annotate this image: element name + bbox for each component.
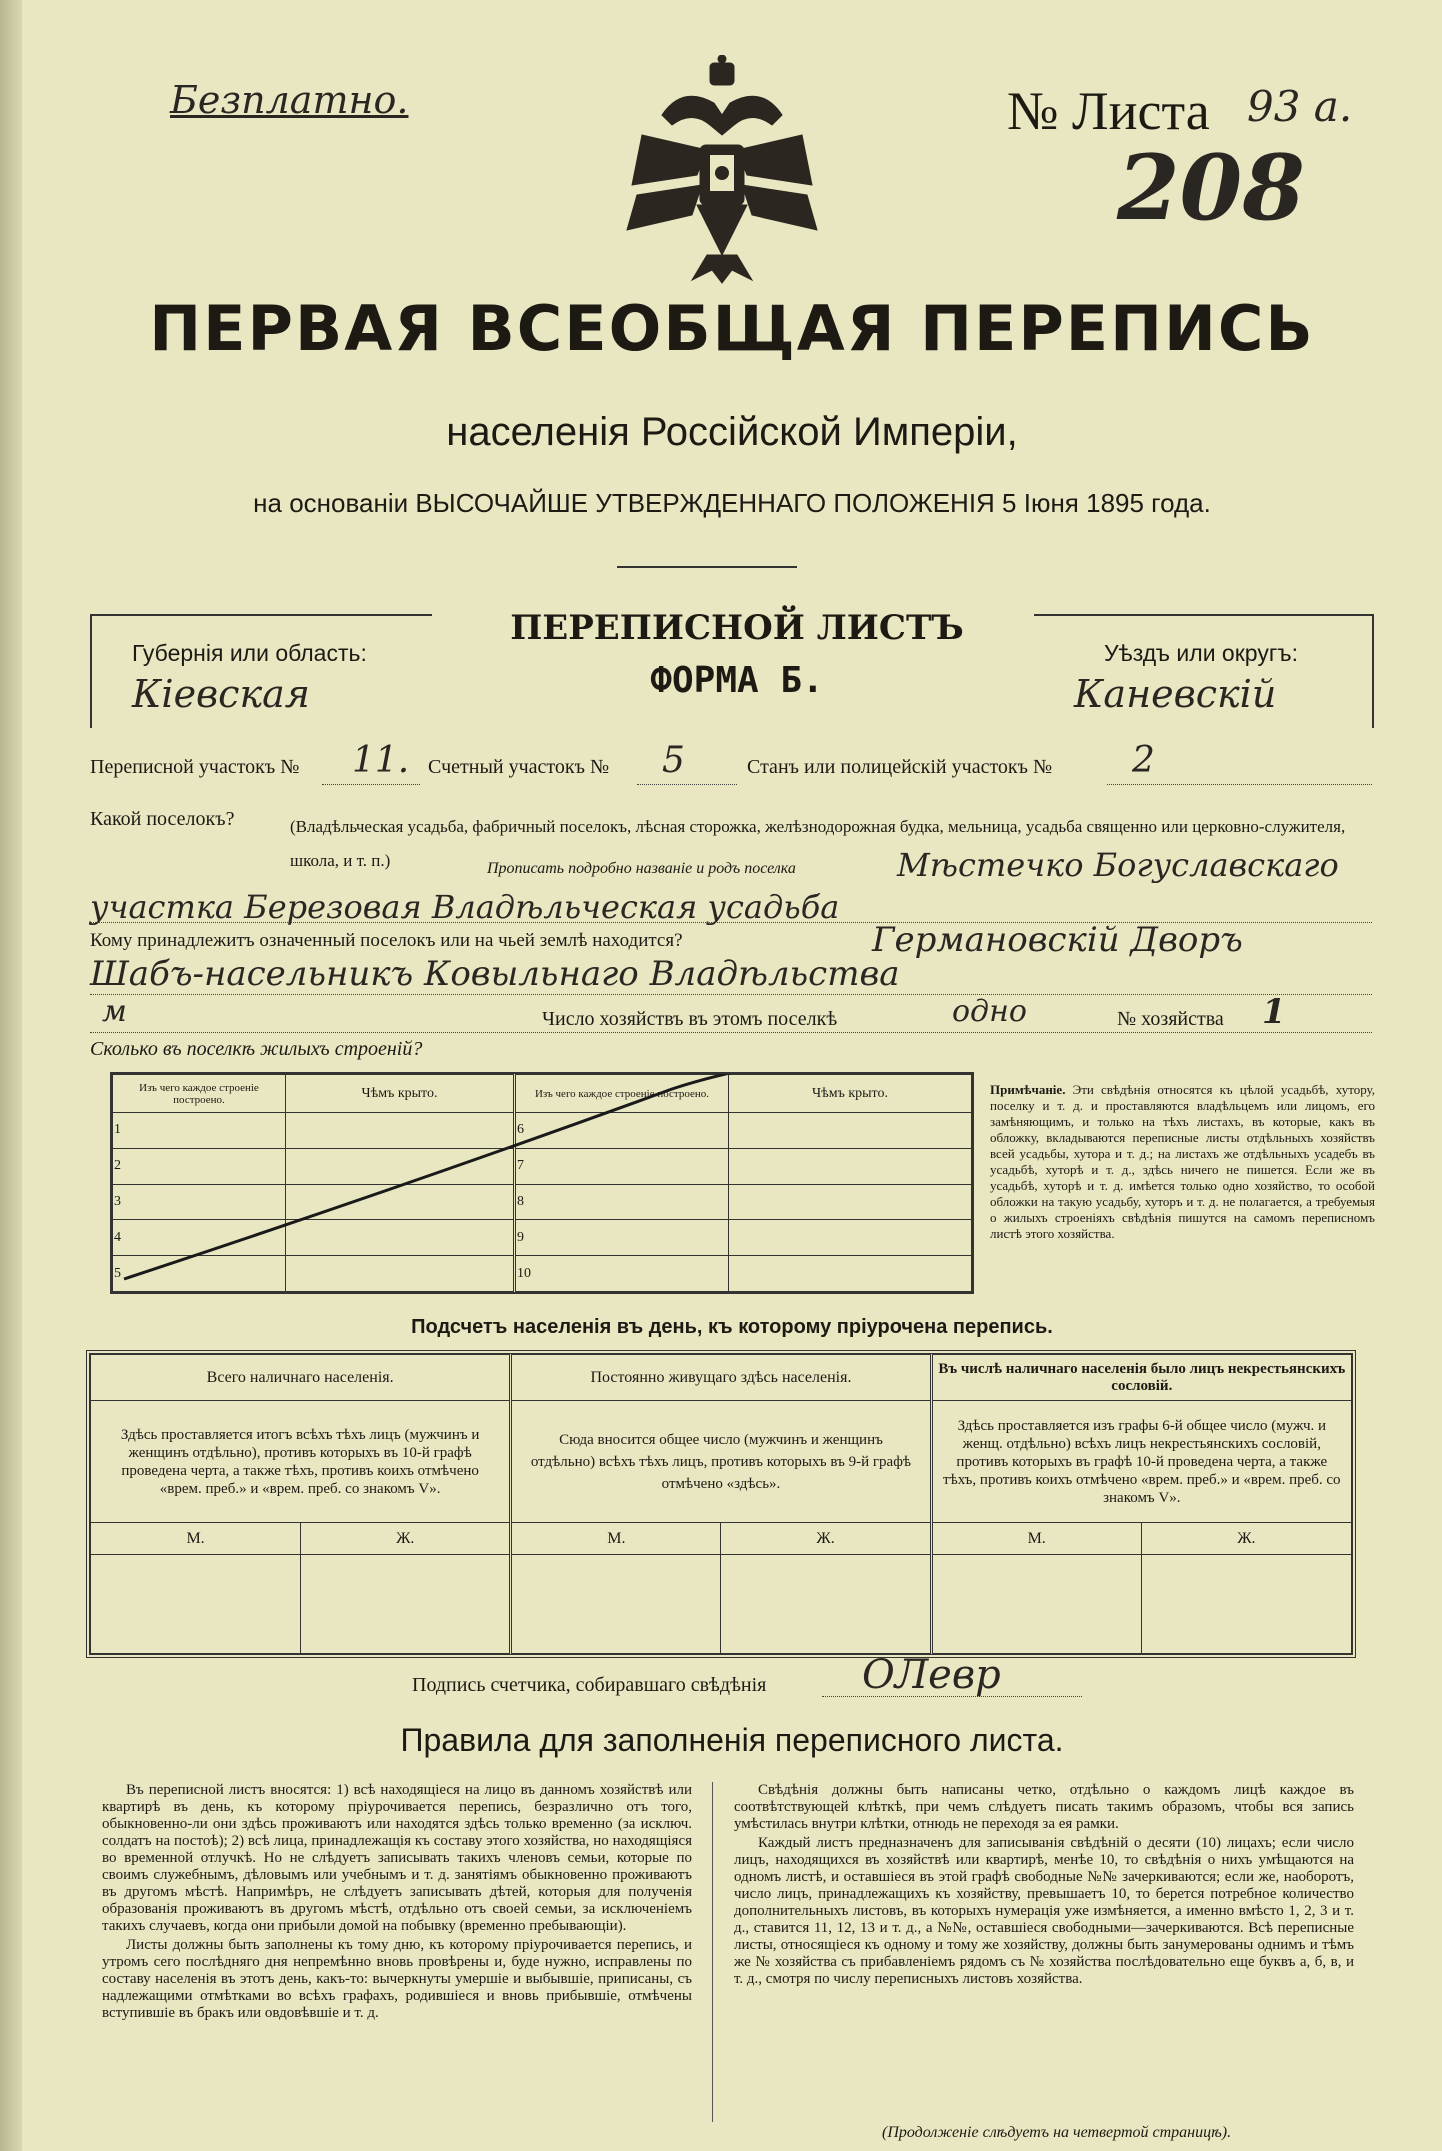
- col-roof-left: Чѣмъ крыто.: [286, 1075, 515, 1113]
- signature-label: Подпись счетчика, собиравшаго свѣдѣнія: [412, 1674, 767, 1696]
- row-number: 6: [515, 1113, 729, 1149]
- col-present-text: Здѣсь проставляется итогъ всѣхъ тѣхъ лицъ (мужчинъ и женщинъ отдѣльно), противъ которыхъ въ 10-й графѣ проведена черта, а также тѣхъ, противъ коихъ отмѣчено «врем. преб.» и «врем. преб. со знакомъ V».: [91, 1401, 511, 1523]
- row-number: 1: [113, 1113, 286, 1149]
- female-header: Ж.: [1141, 1523, 1351, 1555]
- perepis-uchastok-value: 11.: [352, 740, 410, 781]
- census-sheet: [22, 0, 1442, 2151]
- schetny-uchastok-label: Счетный участокъ №: [428, 756, 610, 778]
- imperial-eagle-emblem: [622, 55, 822, 285]
- female-header: Ж.: [721, 1523, 931, 1555]
- rules-right-column: [734, 1782, 1354, 1990]
- note-block: [990, 1082, 1375, 1242]
- poselok-instruction: Прописать подробно названіе и родъ поселка: [487, 860, 796, 877]
- male-header: М.: [511, 1523, 721, 1555]
- owner-value-line-2: Шабъ-насельникъ Ковыльнаго Владѣльства: [90, 954, 900, 994]
- household-number-label: № хозяйства: [1117, 1008, 1224, 1030]
- schetny-uchastok-value: 5: [662, 740, 685, 781]
- continued-note: (Продолженіе слѣдуетъ на четвертой страницѣ).: [882, 2124, 1232, 2141]
- uezd-box: [1034, 614, 1374, 728]
- stan-label: Станъ или полицейскій участокъ №: [747, 756, 1053, 778]
- perepis-uchastok-label: Переписной участокъ №: [90, 756, 300, 778]
- poselok-label: Какой поселокъ?: [90, 808, 235, 830]
- buildings-table: [110, 1072, 974, 1294]
- dotted-line: [1107, 784, 1372, 785]
- strike-through-line: [112, 1074, 972, 1292]
- households-label: Число хозяйствъ въ этомъ поселкѣ: [542, 1008, 838, 1030]
- form-number: ФОРМА Б.: [650, 660, 824, 701]
- poselok-hint: (Владѣльческая усадьба, фабричный поселокъ, лѣсная сторожка, желѣзнодорожная будка, мельница, усадьба священно или церковно-служителя, школа, и т. п.): [290, 817, 1346, 870]
- column-divider: [712, 1782, 713, 2122]
- sheet-number-label: № Листа: [1007, 81, 1210, 141]
- buildings-label: Сколько въ поселкѣ жилыхъ строеній?: [90, 1038, 423, 1060]
- male-header: М.: [91, 1523, 301, 1555]
- free-label: Безплатно.: [170, 78, 409, 122]
- owner-label: Кому принадлежитъ означенный поселокъ или на чьей землѣ находится?: [90, 930, 683, 951]
- row-number: 8: [515, 1184, 729, 1220]
- gubernia-box: [90, 614, 432, 728]
- female-count-cell: [1141, 1555, 1351, 1654]
- dotted-line: [322, 784, 420, 785]
- male-count-cell: [91, 1555, 301, 1654]
- col-present-title: Всего наличнаго населенія.: [91, 1355, 511, 1401]
- male-count-cell: [511, 1555, 721, 1654]
- female-header: Ж.: [301, 1523, 511, 1555]
- male-header: М.: [931, 1523, 1141, 1555]
- household-number-value: 1: [1262, 992, 1286, 1032]
- households-value: одно: [952, 994, 1027, 1029]
- signature-value: ОЛевр: [862, 1652, 1001, 1698]
- rules-paragraph: Свѣдѣнія должны быть написаны четко, отдѣльно о каждомъ лицѣ каждое въ соотвѣтствующей клѣткѣ, при чемъ слѣдуетъ писать такимъ образомъ, чтобы вся запись умѣстилась внутри клѣтки, отнюдь не переходя за ея рамки.: [734, 1782, 1354, 1832]
- rules-paragraph: Листы должны быть заполнены къ тому дню, къ которому пріурочивается перепись, и утромъ сего послѣдняго дня непремѣнно вновь провѣрены и, буде нужно, исправлены по составу населенія въ этотъ день, какъ-то: вычеркнуты умершіе и выбывшіе, приписаны, съ надлежащими отмѣтками во всѣхъ графахъ, родившіеся и вновь прибывшіе, отмѣчены вступившіе въ бракъ или овдовѣвшіе и т. д.: [102, 1937, 692, 2021]
- note-label: Примѣчаніе.: [990, 1082, 1066, 1097]
- uezd-label: Уѣздъ или округъ:: [1104, 640, 1298, 666]
- rules-paragraph: Въ переписной листъ вносятся: 1) всѣ находящіеся на лицо въ данномъ хозяйствѣ или квартирѣ въ день, къ которому пріурочивается перепись, безразлично отъ того, обыкновенно-ли они здѣсь проживаютъ или находятся здѣсь только временно (за исключ. солдатъ на постоѣ); 2) всѣ лица, принадлежащія къ составу этого хозяйства, но находящіяся во временной отлучкѣ. Но не слѣдуетъ записывать такихъ членовъ семьи, которые по своимъ служебнымъ, дѣловымъ или учебнымъ и т. д. занятіямъ обыкновенно проживаютъ въ другомъ мѣстѣ. Напримѣръ, не слѣдуетъ записывать дѣтей, которыя для полученія образованія проживаютъ въ другомъ мѣстѣ, отдѣльно отъ своей семьи, за исключеніемъ такихъ случаевъ, когда они прибыли домой на побывку (временно пребывающіи).: [102, 1782, 692, 1934]
- row-number: 10: [515, 1256, 729, 1292]
- count-heading: Подсчетъ населенія въ день, къ которому пріурочена перепись.: [411, 1316, 1053, 1338]
- page-edge: [0, 0, 22, 2151]
- male-count-cell: [931, 1555, 1141, 1654]
- rules-left-column: [102, 1782, 692, 2024]
- rules-paragraph: Каждый листъ предназначенъ для записыванія свѣдѣній о десяти (10) лицахъ; если число лицъ, находящихся въ хозяйствѣ или квартирѣ, менѣе 10, то свѣдѣнія о нихъ умѣщаются на одномъ листѣ, и оставшіеся въ этой графѣ свободные №№ зачеркиваются; если же, наоборотъ, число лицъ, принадлежащихъ къ хозяйству, превышаетъ 10, то берется потребное количество дополнительныхъ листовъ, въ которыхъ нумерація уже измѣняется, а именно вмѣсто 1, 2, 3 и т. д., ставится 11, 12, 13 и т. д., а №№, оставшіеся свободными—зачеркиваются. Всѣ переписные листы, относящіеся къ одному и тому же хозяйству, должны быть занумерованы однимъ и тѣмъ же № хозяйства съ прибавленіемъ рядомъ съ № хозяйства послѣдовательно еще буквъ а, б, в, и т. д., смотря по числу переписныхъ листовъ хозяйства.: [734, 1835, 1354, 1987]
- row-number: 7: [515, 1148, 729, 1184]
- legal-basis: на основаніи ВЫСОЧАЙШЕ УТВЕРЖДЕННАГО ПОЛОЖЕНІЯ 5 Іюня 1895 года.: [253, 488, 1211, 518]
- uezd-value: Каневскій: [1074, 672, 1277, 716]
- dotted-line: [90, 1032, 1372, 1033]
- row-number: 9: [515, 1220, 729, 1256]
- dotted-line: [90, 994, 1372, 995]
- female-count-cell: [721, 1555, 931, 1654]
- gubernia-value: Кіевская: [132, 672, 310, 716]
- row-number: 2: [113, 1148, 286, 1184]
- divider: [617, 566, 797, 568]
- owner-value-line-1: Германовскій Дворъ: [872, 920, 1243, 960]
- owner-value-line-3: м: [102, 994, 127, 1029]
- rules-heading: Правила для заполненія переписного листа.: [400, 1722, 1064, 1758]
- page-title: ПЕРВАЯ ВСЕОБЩАЯ ПЕРЕПИСЬ: [149, 292, 1315, 365]
- poselok-value-line-1: Мѣстечко Богуславскаго: [897, 846, 1339, 884]
- col-non-peasant-text: Здѣсь проставляется изъ графы 6-й общее число (мужч. и женщ. отдѣльно) всѣхъ лицъ некрестьянскихъ сословій, противъ которыхъ въ графѣ 10-й проведена черта, а также тѣхъ, противъ коихъ отмѣчено «врем. преб.» и «врем. преб. со знакомъ V».: [931, 1401, 1351, 1523]
- row-number: 3: [113, 1184, 286, 1220]
- note-text: Эти свѣдѣнія относятся къ цѣлой усадьбѣ, хутору, поселку и т. д. и проставляются владѣльцемъ или лицомъ, его замѣняющимъ, и только на тѣхъ листахъ, въ которые, какъ въ обложку, вкладываются переписные листы отдѣльныхъ хозяйствъ всей усадьбы, хутора и т. д.; на листахъ же отдѣльныхъ усадебъ въ усадьбѣ, хуторѣ и т. д., здѣсь ничего не пишется. Если же въ усадьбѣ, хуторѣ и т. д. имѣется только одно хозяйство, то особой обложки на такую усадьбу, хуторъ и т. д. не полагается, а требуемыя о жилыхъ строеніяхъ свѣдѣнія пишутся на самомъ переписномъ листѣ этого хозяйства.: [990, 1082, 1375, 1241]
- poselok-value-line-2: участка Березовая Владѣльческая усадьба: [90, 888, 840, 926]
- sheet-number-hand: 208: [1117, 135, 1305, 241]
- gubernia-label: Губернія или область:: [132, 640, 367, 666]
- col-non-peasant-title: Въ числѣ наличнаго населенія было лицъ некрестьянскихъ сословій.: [931, 1355, 1351, 1401]
- form-name: ПЕРЕПИСНОЙ ЛИСТЪ: [510, 608, 964, 648]
- female-count-cell: [301, 1555, 511, 1654]
- page-subtitle: населенія Россійской Имперіи,: [446, 410, 1018, 454]
- col-resident-text: Сюда вносится общее число (мужчинъ и женщинъ отдѣльно) всѣхъ тѣхъ лицъ, противъ которыхъ въ 9-й графѣ отмѣчено «здѣсь».: [511, 1401, 931, 1523]
- col-roof-right: Чѣмъ крыто.: [729, 1075, 972, 1113]
- form-header: [447, 608, 1027, 701]
- col-material-right: Изъ чего каждое строеніе построено.: [515, 1075, 729, 1113]
- sheet-number-hand-top: 93 а.: [1247, 82, 1353, 131]
- row-number: 4: [113, 1220, 286, 1256]
- row-number: 5: [113, 1256, 286, 1292]
- col-material-left: Изъ чего каждое строеніе построено.: [113, 1075, 286, 1113]
- population-count-table: [86, 1350, 1356, 1658]
- col-resident-title: Постоянно живущаго здѣсь населенія.: [511, 1355, 931, 1401]
- dotted-line: [637, 784, 737, 785]
- stan-value: 2: [1132, 740, 1155, 781]
